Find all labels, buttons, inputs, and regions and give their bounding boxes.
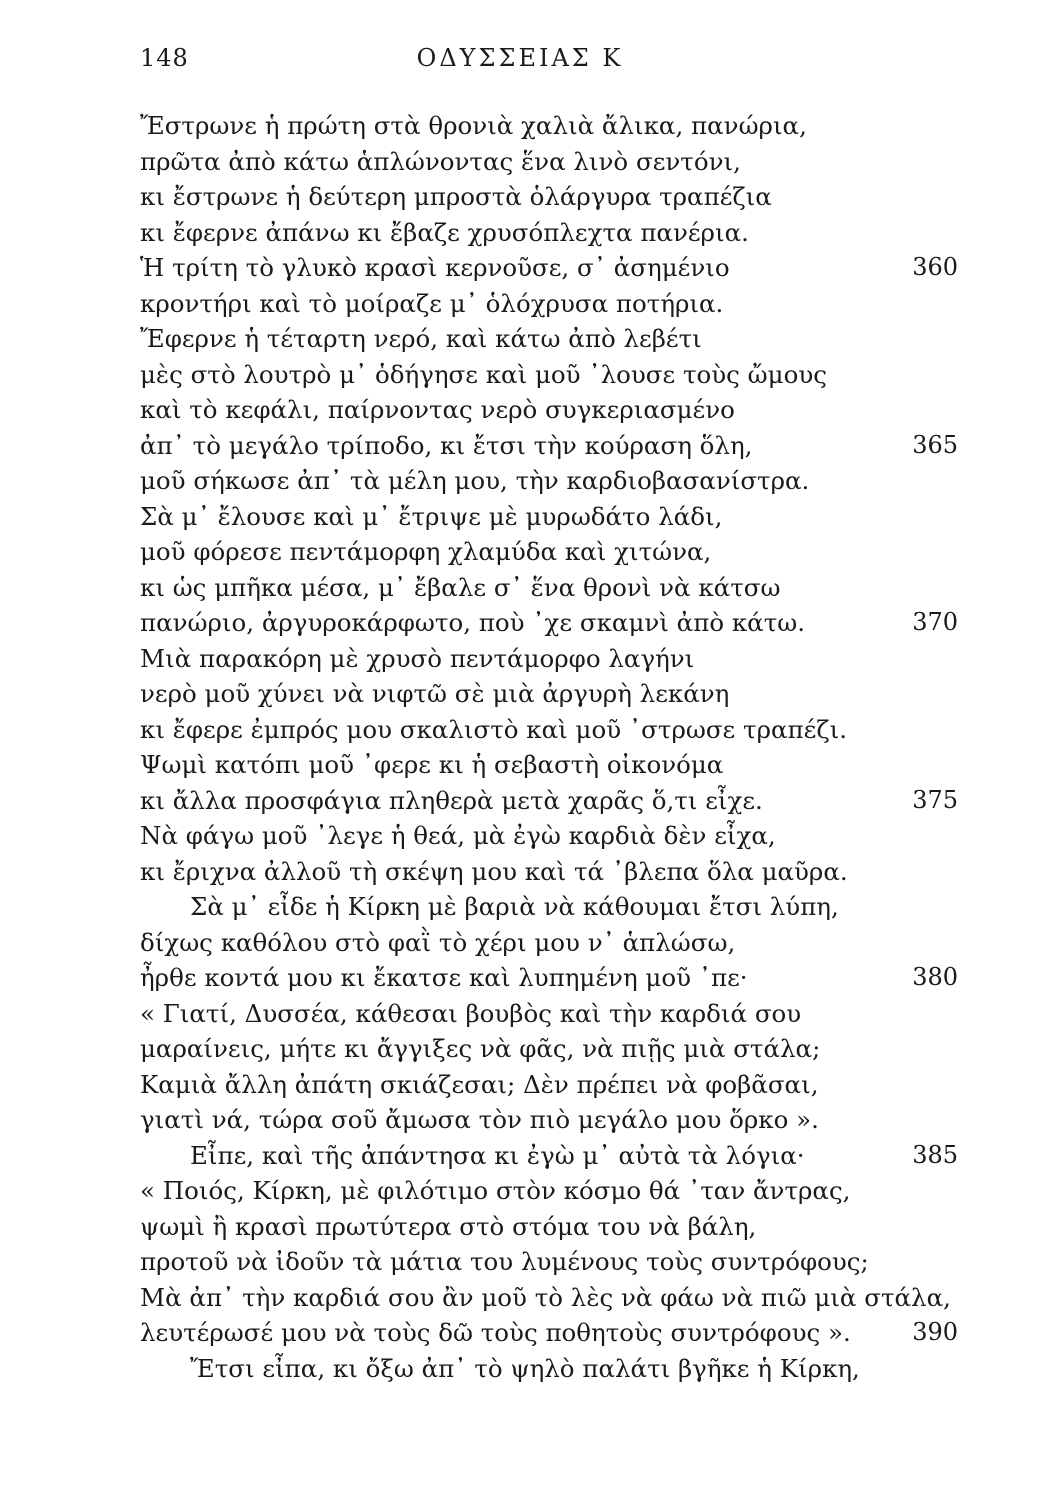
verse-text: λευτέρωσέ μου νὰ τοὺς δῶ τοὺς ποθητοὺς συντρόφους ». xyxy=(140,1318,851,1347)
line-number: 380 xyxy=(912,963,958,991)
verse-text: δίχως καθόλου στὸ φαῒ τὸ χέρι μου ν᾽ ἁπλώσω, xyxy=(140,927,736,957)
verse-text: προτοῦ νὰ ἰδοῦν τὰ μάτια του λυμένους τοὺς συντρόφους; xyxy=(140,1247,869,1276)
verse-line xyxy=(140,534,970,570)
verse-line xyxy=(140,1031,970,1067)
verse-text: κι ἔριχνα ἀλλοῦ τὴ σκέψη μου καὶ τά ᾽βλεπα ὅλα μαῦρα. xyxy=(140,856,848,886)
verse-line xyxy=(140,605,970,641)
verse-line xyxy=(140,889,970,925)
verse-text: γιατὶ νά, τώρα σοῦ ἄμωσα τὸν πιὸ μεγάλο μου ὅρκο ». xyxy=(140,1105,819,1134)
verse-line xyxy=(140,1173,970,1209)
verse-text: κροντήρι καὶ τὸ μοίραζε μ᾽ ὁλόχρυσα ποτήρια. xyxy=(140,288,724,318)
verse-line xyxy=(140,250,970,286)
verse-line xyxy=(140,1351,970,1387)
verse-text: κι ἔφερε ἐμπρός μου σκαλιστὸ καὶ μοῦ ᾽στρωσε τραπέζι. xyxy=(140,714,847,744)
verse-text: Μιὰ παρακόρη μὲ χρυσὸ πεντάμορφο λαγήνι xyxy=(140,643,695,673)
verse-text: κι ὡς μπῆκα μέσα, μ᾽ ἔβαλε σ᾽ ἕνα θρονὶ νὰ κάτσω xyxy=(140,572,781,602)
verse-line xyxy=(140,818,970,854)
verse-block xyxy=(140,108,970,1386)
verse-line xyxy=(140,783,970,819)
verse-text: Νὰ φάγω μοῦ ᾽λεγε ἡ θεά, μὰ ἐγὼ καρδιὰ δὲν εἶχα, xyxy=(140,821,776,850)
verse-line xyxy=(140,960,970,996)
verse-line xyxy=(140,712,970,748)
verse-line xyxy=(140,1102,970,1138)
verse-text: Ἔφερνε ἡ τέταρτη νερό, καὶ κάτω ἀπὸ λεβέτι xyxy=(140,324,702,353)
verse-text: Σὰ μ᾽ εἶδε ἡ Κίρκη μὲ βαριὰ νὰ κάθουμαι ἔτσι λύπη, xyxy=(190,892,839,921)
verse-text: Μὰ ἀπ᾽ τὴν καρδιά σου ἂν μοῦ τὸ λὲς νὰ φάω νὰ πιῶ μιὰ στάλα, xyxy=(140,1282,951,1312)
verse-text: « Γιατί, Δυσσέα, κάθεσαι βουβὸς καὶ τὴν καρδιά σου xyxy=(140,998,802,1028)
verse-text: κι ἔστρωνε ἡ δεύτερη μπροστὰ ὁλάργυρα τραπέζια xyxy=(140,182,772,211)
verse-text: πανώριο, ἀργυροκάρφωτο, ποὺ ᾽χε σκαμνὶ ἀπὸ κάτω. xyxy=(140,608,806,637)
line-number: 385 xyxy=(912,1140,958,1169)
verse-text: ἀπ᾽ τὸ μεγάλο τρίποδο, κι ἔτσι τὴν κούραση ὅλη, xyxy=(140,430,753,460)
verse-line xyxy=(140,1067,970,1103)
line-number: 365 xyxy=(912,430,958,459)
verse-line xyxy=(140,1138,970,1174)
verse-line xyxy=(140,676,970,712)
verse-line xyxy=(140,321,970,357)
verse-line xyxy=(140,179,970,215)
verse-text: ψωμὶ ἢ κρασὶ πρωτύτερα στὸ στόμα του νὰ βάλη, xyxy=(140,1211,757,1241)
verse-text: Ἔστρωνε ἡ πρώτη στὰ θρονιὰ χαλιὰ ἄλικα, πανώρια, xyxy=(140,111,807,140)
verse-text: μὲς στὸ λουτρὸ μ᾽ ὁδήγησε καὶ μοῦ ᾽λουσε τοὺς ὤμους xyxy=(140,359,827,389)
line-number: 390 xyxy=(912,1318,958,1346)
verse-line xyxy=(140,108,970,144)
line-number: 360 xyxy=(912,253,958,281)
verse-line xyxy=(140,925,970,961)
verse-text: Καμιὰ ἄλλη ἀπάτη σκιάζεσαι; Δὲν πρέπει νὰ φοβᾶσαι, xyxy=(140,1069,819,1099)
verse-text: « Ποιός, Κίρκη, μὲ φιλότιμο στὸν κόσμο θά ᾽ταν ἄντρας, xyxy=(140,1176,851,1205)
verse-text: κι ἄλλα προσφάγια πληθερὰ μετὰ χαρᾶς ὅ,τι εἶχε. xyxy=(140,785,763,815)
verse-text: νερὸ μοῦ χύνει νὰ νιφτῶ σὲ μιὰ ἀργυρὴ λεκάνη xyxy=(140,679,730,708)
verse-text: ἦρθε κοντά μου κι ἔκατσε καὶ λυπημένη μοῦ ᾽πε· xyxy=(140,963,748,992)
verse-line xyxy=(140,570,970,606)
verse-line xyxy=(140,996,970,1032)
verse-text: μοῦ φόρεσε πεντάμορφη χλαμύδα καὶ χιτώνα, xyxy=(140,537,712,566)
verse-line xyxy=(140,1244,970,1280)
verse-text: κι ἔφερνε ἀπάνω κι ἔβαζε χρυσόπλεχτα πανέρια. xyxy=(140,217,749,247)
verse-line xyxy=(140,286,970,322)
verse-line xyxy=(140,854,970,890)
verse-line xyxy=(140,463,970,499)
verse-line xyxy=(140,747,970,783)
verse-line xyxy=(140,428,970,464)
verse-line xyxy=(140,357,970,393)
verse-line xyxy=(140,1209,970,1245)
verse-line xyxy=(140,641,970,677)
line-number: 370 xyxy=(912,608,958,636)
verse-text: Ἔτσι εἶπα, κι ὄξω ἀπ᾽ τὸ ψηλὸ παλάτι βγῆκε ἡ Κίρκη, xyxy=(190,1353,860,1383)
verse-text: πρῶτα ἀπὸ κάτω ἁπλώνοντας ἕνα λινὸ σεντόνι, xyxy=(140,146,741,176)
verse-text: Εἶπε, καὶ τῆς ἀπάντησα κι ἐγὼ μ᾽ αὐτὰ τὰ λόγια· xyxy=(190,1140,805,1170)
verse-text: μαραίνεις, μήτε κι ἄγγιξες νὰ φᾶς, νὰ πιῇς μιὰ στάλα; xyxy=(140,1034,821,1063)
line-number: 375 xyxy=(912,785,958,814)
verse-line xyxy=(140,499,970,535)
page-number: 148 xyxy=(140,44,189,72)
verse-text: μοῦ σήκωσε ἀπ᾽ τὰ μέλη μου, τὴν καρδιοβασανίστρα. xyxy=(140,466,810,495)
verse-line xyxy=(140,1315,970,1351)
verse-line xyxy=(140,392,970,428)
verse-line xyxy=(140,144,970,180)
verse-line xyxy=(140,215,970,251)
verse-text: Σὰ μ᾽ ἔλουσε καὶ μ᾽ ἔτριψε μὲ μυρωδάτο λάδι, xyxy=(140,501,723,531)
verse-text: Ἡ τρίτη τὸ γλυκὸ κρασὶ κερνοῦσε, σ᾽ ἀσημένιο xyxy=(140,253,730,282)
verse-text: καὶ τὸ κεφάλι, παίρνοντας νερὸ συγκεριασμένο xyxy=(140,395,735,424)
verse-line xyxy=(140,1280,970,1316)
running-title: ΟΔΥΣΣΕΙΑΣ Κ xyxy=(416,44,624,72)
verse-text: Ψωμὶ κατόπι μοῦ ᾽φερε κι ἡ σεβαστὴ οἰκονόμα xyxy=(140,750,724,779)
